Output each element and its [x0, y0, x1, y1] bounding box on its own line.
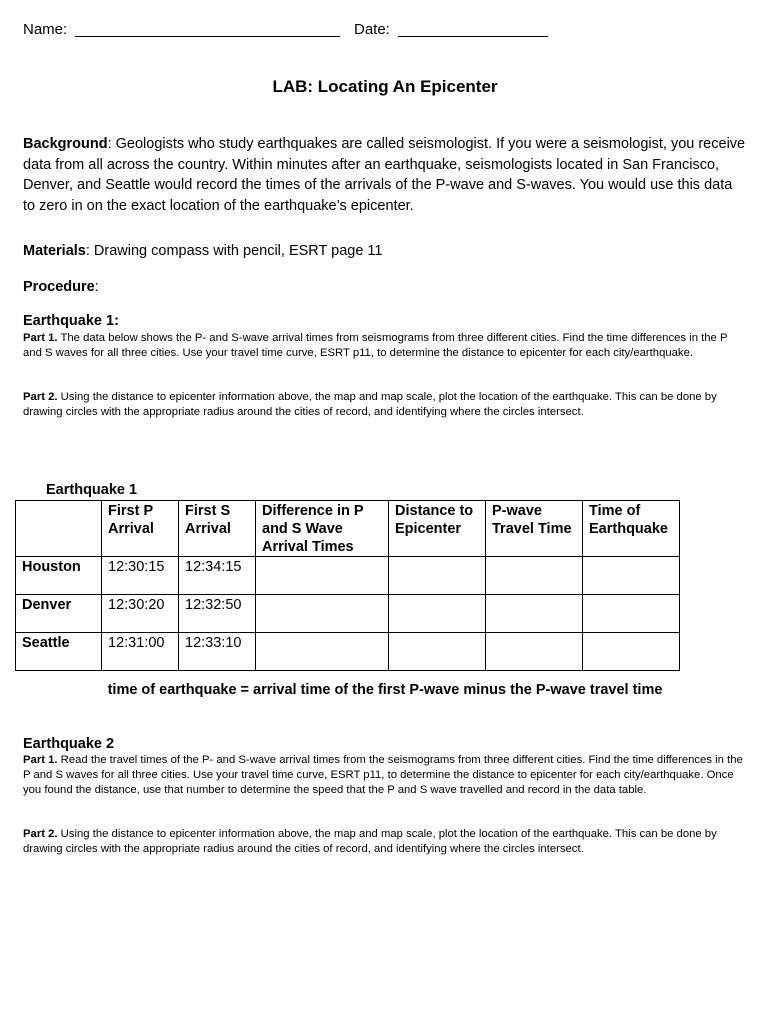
eq1-part2-text: Using the distance to epicenter information above, the map and map scale, plot the location of the earthquake. This can be done by drawing circles with the appropriate radius around the cities of record, and identifying where the circles intersect. — [23, 391, 717, 418]
table-header-first-p: First P Arrival — [102, 501, 179, 557]
materials-paragraph — [23, 241, 748, 262]
eq1-part1-label: Part 1. — [23, 332, 58, 344]
city-cell: Seattle — [16, 633, 102, 671]
s-arrival-cell: 12:34:15 — [179, 557, 256, 595]
distance-cell[interactable] — [389, 595, 486, 633]
travel-time-cell[interactable] — [486, 633, 583, 671]
table-header-time-of-eq: Time of Earthquake — [583, 501, 680, 557]
data-table — [15, 500, 680, 671]
eq2-part2-label: Part 2. — [23, 828, 58, 840]
s-arrival-cell: 12:32:50 — [179, 595, 256, 633]
eq2-part1-text: Read the travel times of the P- and S-wave arrival times from the seismograms from three different cities. Find the time differences in the P and S waves for all three cities. Use your travel time curve, ESRT p11, to determine the distance to epicenter for each city/earthquake. Once you found the distance, use that number to determine the speed that the P and S wave travelled and record in the data table. — [23, 754, 743, 796]
name-label: Name: — [23, 21, 68, 38]
eq2-part1 — [23, 753, 748, 798]
eq1-part2-label: Part 2. — [23, 391, 58, 403]
procedure-label: Procedure — [23, 279, 95, 295]
table-header-travel-time: P-wave Travel Time — [486, 501, 583, 557]
city-cell: Houston — [16, 557, 102, 595]
p-arrival-cell: 12:30:20 — [102, 595, 179, 633]
eq1-heading: Earthquake 1: — [23, 313, 119, 329]
distance-cell[interactable] — [389, 557, 486, 595]
time-of-eq-cell[interactable] — [583, 557, 680, 595]
difference-cell[interactable] — [256, 633, 389, 671]
table-row — [16, 557, 680, 595]
background-paragraph — [23, 134, 748, 216]
page-title: LAB: Locating An Epicenter — [272, 77, 498, 96]
date-label: Date: — [354, 21, 390, 38]
eq2-part1-label: Part 1. — [23, 754, 58, 766]
table-header-first-s: First S Arrival — [179, 501, 256, 557]
table-row — [16, 595, 680, 633]
difference-cell[interactable] — [256, 595, 389, 633]
background-text: : Geologists who study earthquakes are called seismologist. If you were a seismologist, you receive data from all across the country. Within minutes after an earthquake, seismologists located in San Francisco, Denver, and Seattle would record the times of the arrivals of the P-wave and S-waves. You would use this data to zero in on the exact location of the earthquake’s epicenter. — [23, 136, 746, 214]
procedure-heading — [23, 277, 748, 298]
p-arrival-cell: 12:30:15 — [102, 557, 179, 595]
table-header-distance: Distance to Epicenter — [389, 501, 486, 557]
distance-cell[interactable] — [389, 633, 486, 671]
eq1-part1-text: The data below shows the P- and S-wave arrival times from seismograms from three different cities. Find the time differences in the P and S waves for all three cities. Use your travel time curve, ESRT p11, to determine the distance to epicenter for each city/earthquake. — [23, 332, 728, 359]
p-arrival-cell: 12:31:00 — [102, 633, 179, 671]
formula-text: time of earthquake = arrival time of the first P-wave minus the P-wave travel time — [107, 682, 663, 698]
eq2-part2 — [23, 827, 748, 857]
date-field[interactable] — [398, 36, 548, 37]
table-header-blank — [16, 501, 102, 557]
difference-cell[interactable] — [256, 557, 389, 595]
name-field[interactable] — [75, 36, 340, 37]
background-label: Background — [23, 136, 108, 152]
time-of-eq-cell[interactable] — [583, 595, 680, 633]
time-of-eq-cell[interactable] — [583, 633, 680, 671]
s-arrival-cell: 12:33:10 — [179, 633, 256, 671]
city-cell: Denver — [16, 595, 102, 633]
materials-label: Materials — [23, 243, 86, 259]
procedure-suffix: : — [94, 279, 99, 295]
eq2-part2-text: Using the distance to epicenter information above, the map and map scale, plot the location of the earthquake. This can be done by drawing circles with the appropriate radius around the cities of record, and identifying where the circles intersect. — [23, 828, 717, 855]
travel-time-cell[interactable] — [486, 557, 583, 595]
table-row — [16, 633, 680, 671]
eq1-part1 — [23, 331, 748, 361]
eq1-part2 — [23, 390, 748, 420]
eq2-heading: Earthquake 2 — [23, 736, 115, 752]
travel-time-cell[interactable] — [486, 595, 583, 633]
table-header-difference: Difference in P and S Wave Arrival Times — [256, 501, 389, 557]
materials-text: : Drawing compass with pencil, ESRT page 11 — [85, 243, 383, 259]
table-caption: Earthquake 1 — [46, 482, 138, 498]
